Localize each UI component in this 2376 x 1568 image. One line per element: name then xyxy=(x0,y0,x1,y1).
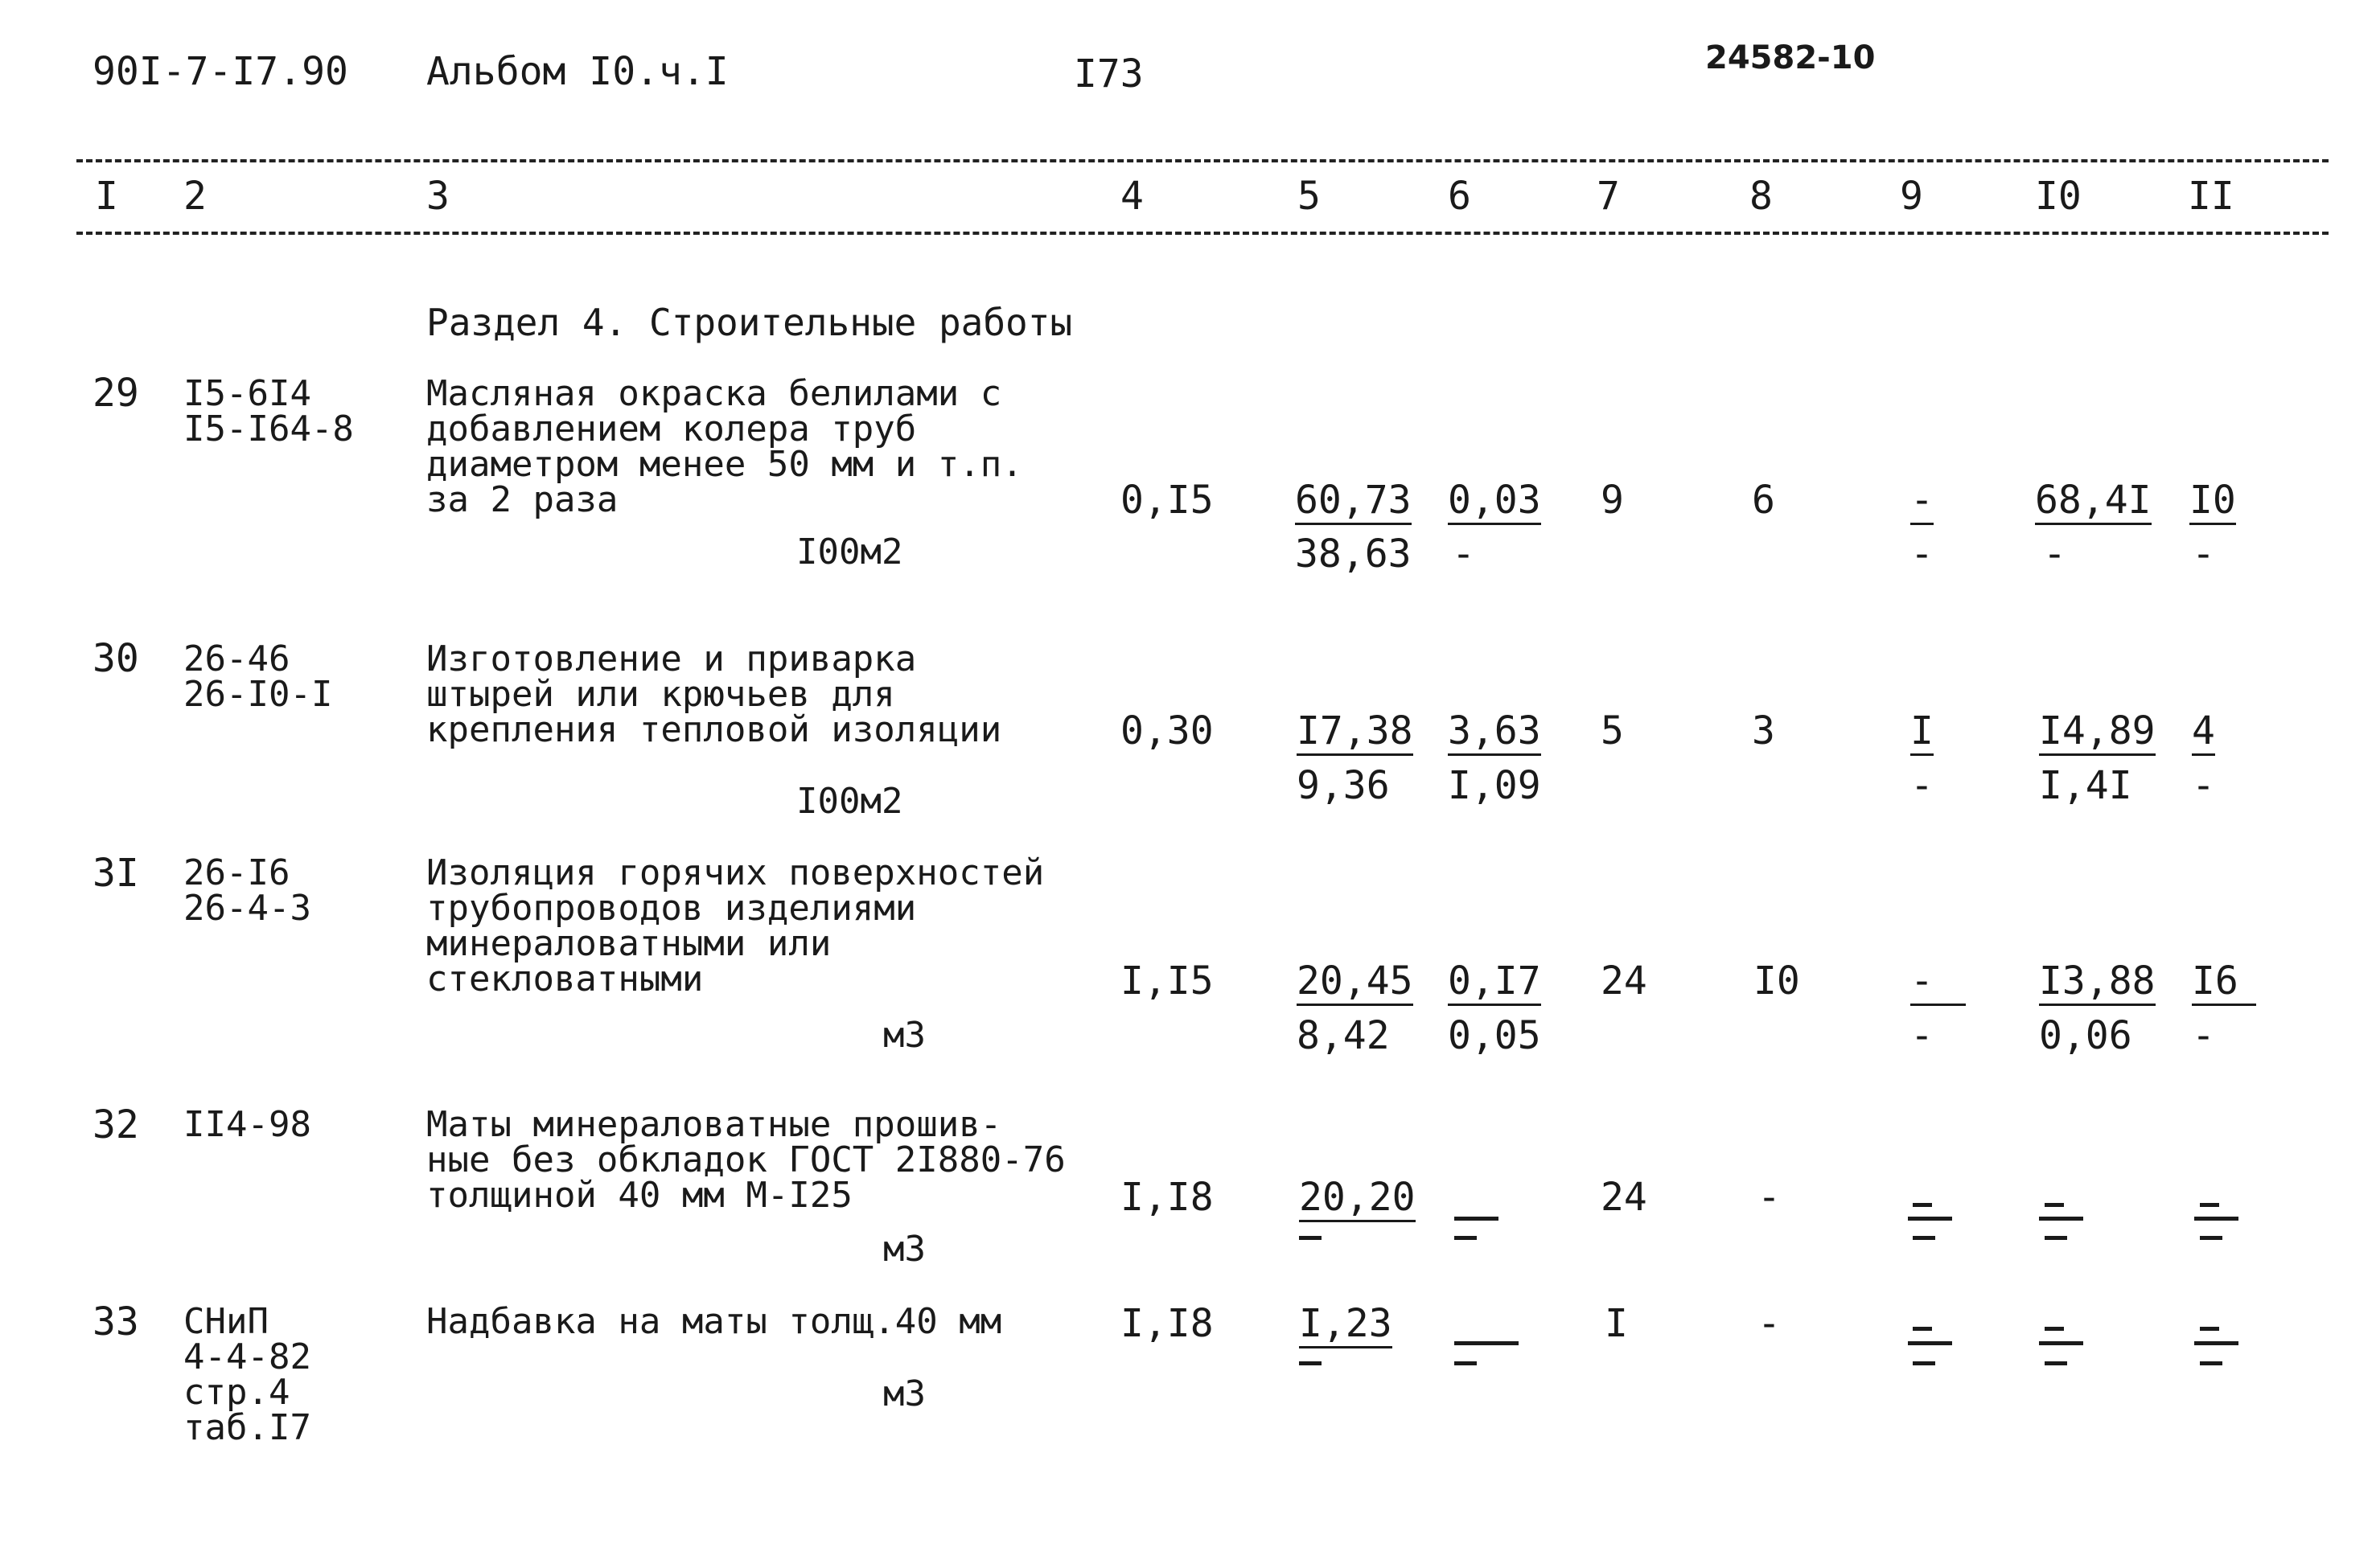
dash-mark xyxy=(2045,1327,2064,1331)
col8-value: - xyxy=(1757,1301,1781,1346)
col11-top: I0 xyxy=(2189,481,2236,525)
dash-mark xyxy=(2045,1236,2067,1240)
quantity: 0,30 xyxy=(1120,708,1214,753)
col10-bottom: I,4I xyxy=(2039,763,2132,808)
unit: I00м2 xyxy=(796,781,903,822)
cost-total: I7,38 xyxy=(1297,712,1413,756)
dash-mark xyxy=(1454,1341,1519,1345)
dash-mark xyxy=(2200,1203,2219,1207)
dash-mark xyxy=(2194,1341,2238,1345)
doc-code: 90I-7-I7.90 xyxy=(92,49,348,94)
norm-code: СНиП xyxy=(183,1301,269,1342)
col-header-11: II xyxy=(2188,174,2234,219)
quantity: 0,I5 xyxy=(1120,478,1214,523)
col10-top: I4,89 xyxy=(2039,712,2156,756)
col11-bottom: - xyxy=(2192,532,2215,577)
col7-value: 9 xyxy=(1601,478,1624,523)
col-header-5: 5 xyxy=(1297,174,1321,219)
col-header-4: 4 xyxy=(1120,174,1144,219)
description-line: ные без обкладок ГОСТ 2I880-76 xyxy=(426,1139,1066,1180)
unit: м3 xyxy=(883,1015,926,1056)
description-line: стекловатными xyxy=(426,958,704,999)
col-header-6: 6 xyxy=(1448,174,1471,219)
machine-cost: 0,03 xyxy=(1448,481,1541,525)
description-line: добавлением колера труб xyxy=(426,408,917,449)
col9-bottom: - xyxy=(1910,1013,1934,1058)
norm-code: 26-4-3 xyxy=(183,888,311,929)
dash-mark xyxy=(1913,1361,1935,1365)
cost-wages: 9,36 xyxy=(1297,763,1390,808)
norm-code: 26-46 xyxy=(183,638,290,679)
description-line: Масляная окраска белилами с xyxy=(426,373,1002,414)
row-number: 29 xyxy=(92,371,139,416)
dash-mark xyxy=(2200,1361,2222,1365)
col11-top: 4 xyxy=(2192,712,2215,756)
col-header-7: 7 xyxy=(1597,174,1620,219)
dash-mark xyxy=(2039,1341,2083,1345)
dash-mark xyxy=(1299,1236,1322,1240)
dash-mark xyxy=(2039,1217,2083,1221)
dash-mark xyxy=(2045,1361,2067,1365)
col7-value: 24 xyxy=(1601,958,1647,1004)
quantity: I,I8 xyxy=(1120,1175,1214,1220)
norm-code: таб.I7 xyxy=(183,1407,311,1448)
dash-mark xyxy=(1454,1217,1498,1221)
description-line: Маты минераловатные прошив- xyxy=(426,1104,1002,1145)
norm-code: 26-I0-I xyxy=(183,674,333,715)
col-header-1: I xyxy=(95,174,118,219)
quantity: I,I8 xyxy=(1120,1301,1214,1346)
norm-code: II4-98 xyxy=(183,1104,311,1145)
col11-bottom: - xyxy=(2192,1013,2215,1058)
section-title: Раздел 4. Строительные работы xyxy=(426,301,1073,344)
description-line: за 2 раза xyxy=(426,479,619,520)
col9-bottom: - xyxy=(1910,532,1934,577)
col10-bottom: - xyxy=(2043,532,2066,577)
col11-top: I6 xyxy=(2192,962,2256,1006)
album-label: Альбом I0.ч.I xyxy=(426,49,729,94)
cost-total: 60,73 xyxy=(1295,481,1412,525)
norm-code: I5-I64-8 xyxy=(183,408,354,449)
col9-top: - xyxy=(1910,962,1966,1006)
col9-top: I xyxy=(1910,712,1934,756)
cost-total: 20,20 xyxy=(1299,1178,1416,1222)
dash-mark xyxy=(2045,1203,2064,1207)
norm-code: 4-4-82 xyxy=(183,1336,311,1377)
machine-cost: 3,63 xyxy=(1448,712,1541,756)
machine-wages: 0,05 xyxy=(1448,1013,1541,1058)
header-rule-bottom xyxy=(76,232,2329,235)
unit: м3 xyxy=(883,1229,926,1270)
dash-mark xyxy=(1908,1217,1952,1221)
description-line: Изготовление и приварка xyxy=(426,638,917,679)
machine-wages: - xyxy=(1452,532,1475,577)
dash-mark xyxy=(1913,1327,1932,1331)
description-line: трубопроводов изделиями xyxy=(426,888,917,929)
cost-total: 20,45 xyxy=(1297,962,1413,1006)
machine-cost: 0,I7 xyxy=(1448,962,1541,1006)
norm-code: стр.4 xyxy=(183,1372,290,1413)
unit: I00м2 xyxy=(796,532,903,573)
dash-mark xyxy=(2200,1327,2219,1331)
description-line: крепления тепловой изоляции xyxy=(426,709,1002,750)
col7-value: 5 xyxy=(1601,708,1624,753)
col-header-2: 2 xyxy=(183,174,207,219)
row-number: 33 xyxy=(92,1299,139,1344)
col8-value: 3 xyxy=(1752,708,1775,753)
description-line: минераловатными или xyxy=(426,923,832,964)
unit: м3 xyxy=(883,1373,926,1414)
col-header-9: 9 xyxy=(1900,174,1923,219)
description-line: штырей или крючьев для xyxy=(426,674,895,715)
dash-mark xyxy=(1913,1203,1932,1207)
col11-bottom: - xyxy=(2192,763,2215,808)
col8-value: - xyxy=(1757,1175,1781,1220)
row-number: 32 xyxy=(92,1102,139,1147)
dash-mark xyxy=(2194,1217,2238,1221)
dash-mark xyxy=(2200,1236,2222,1240)
dash-mark xyxy=(1454,1361,1477,1365)
col-header-3: 3 xyxy=(426,174,450,219)
row-number: 3I xyxy=(92,851,139,896)
description-line: Надбавка на маты толщ.40 мм xyxy=(426,1301,1002,1342)
cost-wages: 8,42 xyxy=(1297,1013,1390,1058)
archive-stamp: 24582-10 xyxy=(1705,39,1876,76)
col9-top: - xyxy=(1910,481,1934,525)
col10-bottom: 0,06 xyxy=(2039,1013,2132,1058)
col10-top: I3,88 xyxy=(2039,962,2156,1006)
norm-code: I5-6I4 xyxy=(183,373,311,414)
cost-total: I,23 xyxy=(1299,1304,1392,1348)
page-number: I73 xyxy=(1074,51,1144,96)
description-line: Изоляция горячих поверхностей xyxy=(426,852,1045,893)
col7-value: I xyxy=(1605,1301,1628,1346)
cost-wages: 38,63 xyxy=(1295,532,1412,577)
col9-bottom: - xyxy=(1910,763,1934,808)
description-line: диаметром менее 50 мм и т.п. xyxy=(426,444,1023,485)
header-rule-top xyxy=(76,159,2329,162)
col7-value: 24 xyxy=(1601,1175,1647,1220)
col-header-10: I0 xyxy=(2035,174,2082,219)
dash-mark xyxy=(1913,1236,1935,1240)
description-line: толщиной 40 мм М-I25 xyxy=(426,1175,853,1216)
dash-mark xyxy=(1454,1236,1477,1240)
col8-value: 6 xyxy=(1752,478,1775,523)
machine-wages: I,09 xyxy=(1448,763,1541,808)
dash-mark xyxy=(1908,1341,1952,1345)
dash-mark xyxy=(1299,1361,1322,1365)
col-header-8: 8 xyxy=(1749,174,1773,219)
row-number: 30 xyxy=(92,636,139,681)
quantity: I,I5 xyxy=(1120,958,1214,1004)
col8-value: I0 xyxy=(1753,958,1800,1004)
col10-top: 68,4I xyxy=(2035,481,2152,525)
norm-code: 26-I6 xyxy=(183,852,290,893)
